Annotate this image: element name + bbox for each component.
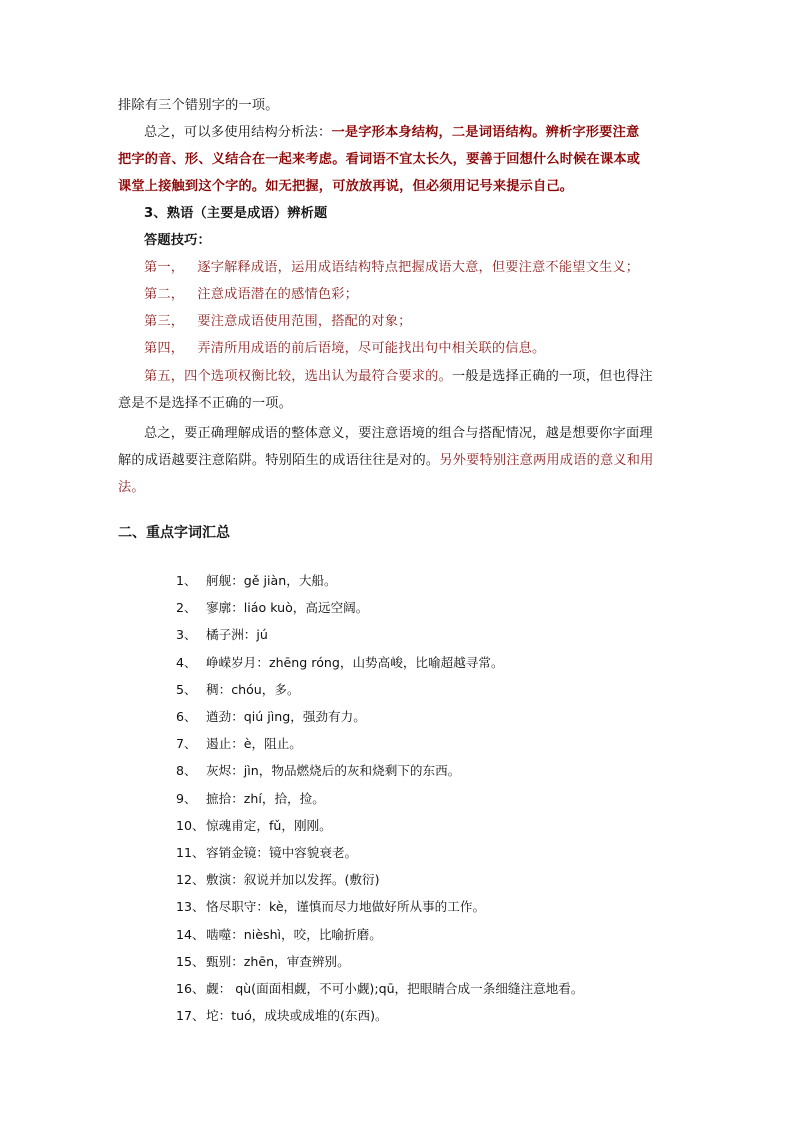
vocab-number: 12、 [176,872,205,888]
vocab-number: 13、 [176,899,205,915]
step-label: 第三， [144,314,185,329]
intro-line: 排除有三个错别字的一项。 [118,98,279,113]
idiom-heading: 3、熟语（主要是成语）辨析题 [144,206,328,221]
tip-step-3 [144,308,412,335]
vocab-item [176,924,382,943]
idiom-summary-line1: 总之，要正确理解成语的整体意义，要注意语境的组合与搭配情况，越是想要你字面理 [144,426,653,441]
vocab-item [176,788,325,807]
step-label: 第一， [144,260,185,275]
tip-step-4 [144,335,545,362]
vocab-number: 16、 [176,981,205,996]
vocab-item [176,570,337,589]
vocab-number: 15、 [176,953,205,969]
step-label: 第四， [144,341,185,356]
idiom-summary-line2 [118,447,654,474]
vocab-item [176,597,368,616]
step-5-note: 一般是选择正确的一项，但也得注 [451,369,653,384]
vocab-item [176,706,366,725]
summary-part-a: 解的成语越要注意陷阱。特别陌生的成语往往是对的。 [118,453,440,468]
vocab-entry: 峥嵘岁月：zhēng róng，山势高峻，比喻超越寻常。 [206,654,504,670]
vocab-entry: 恪尽职守：kè，谨慎而尽力地做好所从事的工作。 [206,899,486,915]
vocab-item [176,652,504,671]
vocab-entry: 遏止：è，阻止。 [206,736,302,752]
tip-step-2 [144,281,358,308]
vocab-number: 7、 [176,736,197,752]
vocab-number: 4、 [176,654,197,670]
vocab-item [176,951,350,970]
vocab-number: 5、 [176,681,197,697]
vocab-number: 11、 [176,845,205,860]
summary-part-b: 另外要特别注意两用成语的意义和用 [439,453,654,468]
section-heading: 二、重点字词汇总 [118,525,230,541]
vocab-item [176,733,302,752]
summary-paragraph-line1 [144,119,639,146]
step-label: 第二， [144,287,185,302]
vocab-entry: 寥廓：liáo kuò，高远空阔。 [206,600,369,616]
vocab-item [176,624,268,643]
vocab-entry: 灰烬：jìn，物品燃烧后的灰和烧剩下的东西。 [206,763,461,779]
tip-step-1 [144,254,639,281]
summary-paragraph-line2: 把字的音、形、义结合在一起来考虑。看词语不宜太长久，要善于回想什么时候在课本或 [118,152,641,167]
step-text: 弄清所用成语的前后语境，尽可能找出句中相关联的信息。 [197,341,546,356]
step-text: 要注意成语使用范围，搭配的对象； [197,314,412,329]
tip-step-5-line2: 意是不是选择不正确的一项。 [118,396,293,411]
vocab-number: 10、 [176,817,205,833]
tips-label: 答题技巧： [144,233,211,248]
vocab-item [176,815,332,834]
vocab-item [176,896,485,915]
summary-paragraph-line3: 课堂上接触到这个字的。如无把握，可放放再说，但必须用记号来提示自己。 [118,179,574,194]
vocab-entry: 觑： qù(面面相觑，不可小觑);qū，把眼睛合成一条细缝注意地看。 [206,981,584,996]
vocab-entry: 啮噬：nièshì，咬，比喻折磨。 [206,926,382,942]
vocab-number: 2、 [176,600,197,616]
vocab-number: 9、 [176,790,197,806]
vocab-number: 3、 [176,627,197,643]
summary-emphasis: 一是字形本身结构，二是词语结构。辨析字形要注意 [331,125,640,140]
vocab-entry: 稠：chóu，多。 [206,681,300,697]
tip-step-5-line1 [144,363,653,390]
vocab-entry: 舸舰：gě jiàn，大船。 [206,573,337,588]
vocab-item [176,760,460,779]
vocab-item [176,978,583,997]
vocab-number: 6、 [176,709,197,724]
vocab-entry: 摭拾：zhí，拾，捡。 [206,790,325,806]
step-text: 逐字解释成语，运用成语结构特点把握成语大意，但要注意不能望文生义； [197,260,640,275]
step-5-prefix: 第五，四个选项权衡比较，选出认为最符合要求的。 [144,369,452,384]
vocab-entry: 橘子洲：jú [206,627,268,643]
vocab-number: 17、 [176,1008,205,1024]
summary-prefix: 总之，可以多使用结构分析法： [144,125,332,140]
vocab-item [176,869,380,888]
vocab-entry: 坨：tuó，成块或成堆的(东西)。 [206,1008,388,1024]
vocab-number: 1、 [176,573,197,588]
vocab-entry: 敷演：叙说并加以发挥。(敷衍) [206,872,380,888]
vocab-item [176,679,300,698]
vocab-number: 14、 [176,926,205,942]
vocab-entry: 甄别：zhēn，审查辨别。 [206,953,350,969]
vocab-item [176,842,357,861]
step-text: 注意成语潜在的感情色彩； [197,287,359,302]
vocab-item [176,1005,388,1024]
vocab-entry: 遒劲：qiú jìng，强劲有力。 [206,709,366,724]
idiom-summary-line3: 法。 [118,480,145,495]
vocab-entry: 惊魂甫定，fǔ，刚刚。 [206,817,332,833]
vocab-entry: 容销金镜：镜中容貌衰老。 [206,845,358,860]
vocab-number: 8、 [176,763,197,779]
